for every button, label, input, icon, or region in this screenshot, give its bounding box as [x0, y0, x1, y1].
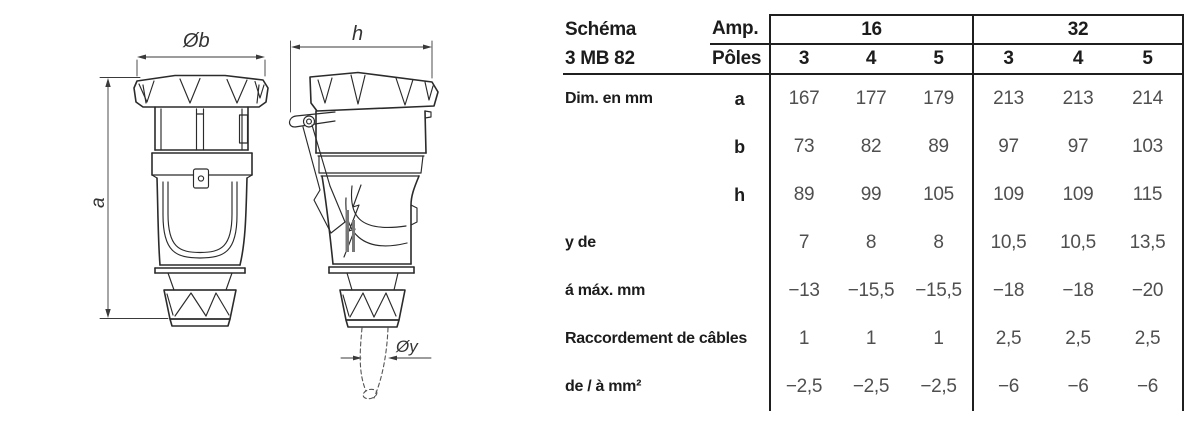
spec-cell: 109 [973, 171, 1043, 219]
spec-cell: 10,5 [973, 219, 1043, 267]
spec-cell: 115 [1113, 171, 1183, 219]
poles-32-5: 5 [1113, 44, 1183, 74]
spec-cell: 1 [865, 328, 877, 350]
schema-number: 3 MB 82 [563, 44, 710, 74]
poles-32-4: 4 [1043, 44, 1113, 74]
spec-cell: −18 [1062, 280, 1094, 302]
table-row [563, 219, 1183, 267]
table-row [563, 74, 1183, 123]
poles-header: Pôles [710, 44, 770, 74]
technical-drawing [0, 0, 560, 427]
row-label: y de [565, 233, 596, 251]
side-view-drawing [289, 23, 438, 400]
spec-table [563, 14, 1184, 411]
spec-cell: 213 [973, 74, 1043, 123]
spec-cell: 89 [928, 136, 949, 158]
spec-cell: 103 [1113, 123, 1183, 171]
spec-cell: 1 [770, 315, 837, 363]
row-sublabel: a [734, 88, 745, 109]
row-label [563, 171, 710, 219]
dim-label-a: a [88, 197, 109, 208]
spec-cell: 8 [933, 232, 944, 254]
spec-cell: 99 [860, 184, 882, 206]
poles-16-4: 4 [837, 44, 905, 74]
table-row [563, 123, 1183, 171]
row-label: de / à mm² [565, 377, 642, 395]
spec-cell: 1 [933, 328, 944, 350]
spec-cell: −6 [1113, 363, 1183, 411]
spec-cell: −2,5 [770, 363, 837, 411]
spec-cell: 97 [973, 123, 1043, 171]
spec-cell: 177 [855, 88, 887, 110]
dim-label-diameter-b: Øb [183, 30, 210, 52]
schema-title: Schéma [565, 18, 637, 40]
spec-cell: −6 [973, 363, 1043, 411]
row-sublabel: h [734, 184, 745, 205]
row-label: á máx. mm [565, 281, 646, 299]
poles-16-5: 5 [905, 44, 973, 74]
dim-label-diameter-y: Øy [396, 337, 418, 356]
row-sublabel [710, 267, 770, 315]
spec-cell: −15,5 [847, 280, 895, 302]
row-label [563, 123, 710, 171]
spec-cell: 7 [770, 219, 837, 267]
spec-cell: 89 [770, 171, 837, 219]
table-row [563, 363, 1183, 411]
spec-cell: −18 [973, 267, 1043, 315]
row-sublabel [710, 363, 770, 411]
row-label: Raccordement de câbles [565, 329, 747, 347]
spec-cell: 10,5 [1060, 232, 1096, 254]
row-sublabel [710, 219, 770, 267]
spec-cell: 73 [770, 123, 837, 171]
spec-cell: −13 [770, 267, 837, 315]
table-row [563, 267, 1183, 315]
spec-cell: 8 [865, 232, 877, 254]
poles-32-3: 3 [973, 44, 1043, 74]
poles-16-3: 3 [770, 44, 837, 74]
spec-cell: 13,5 [1113, 219, 1183, 267]
table-row [563, 171, 1183, 219]
spec-cell: 82 [860, 136, 882, 158]
spec-cell: −15,5 [915, 280, 962, 302]
spec-cell: 109 [1062, 184, 1094, 206]
amp-group-32: 32 [973, 15, 1183, 44]
spec-cell: 214 [1113, 74, 1183, 123]
spec-cell: −6 [1067, 376, 1089, 398]
spec-cell: 2,5 [1065, 328, 1091, 350]
row-label: Dim. en mm [565, 89, 653, 107]
spec-cell: 105 [923, 184, 954, 206]
row-sublabel: b [734, 136, 745, 157]
spec-cell: −2,5 [920, 376, 957, 398]
spec-cell: −2,5 [852, 376, 890, 398]
spec-cell: 167 [770, 74, 837, 123]
spec-cell: 179 [923, 88, 954, 110]
spec-cell: 97 [1067, 136, 1089, 158]
amp-group-16: 16 [770, 15, 973, 44]
spec-cell: −20 [1113, 267, 1183, 315]
spec-cell: 213 [1062, 88, 1094, 110]
front-view-drawing [88, 30, 268, 326]
table-row [563, 315, 1183, 363]
dim-label-h: h [352, 23, 364, 45]
amp-header: Amp. [710, 15, 770, 44]
spec-cell: 2,5 [1113, 315, 1183, 363]
spec-cell: 2,5 [973, 315, 1043, 363]
